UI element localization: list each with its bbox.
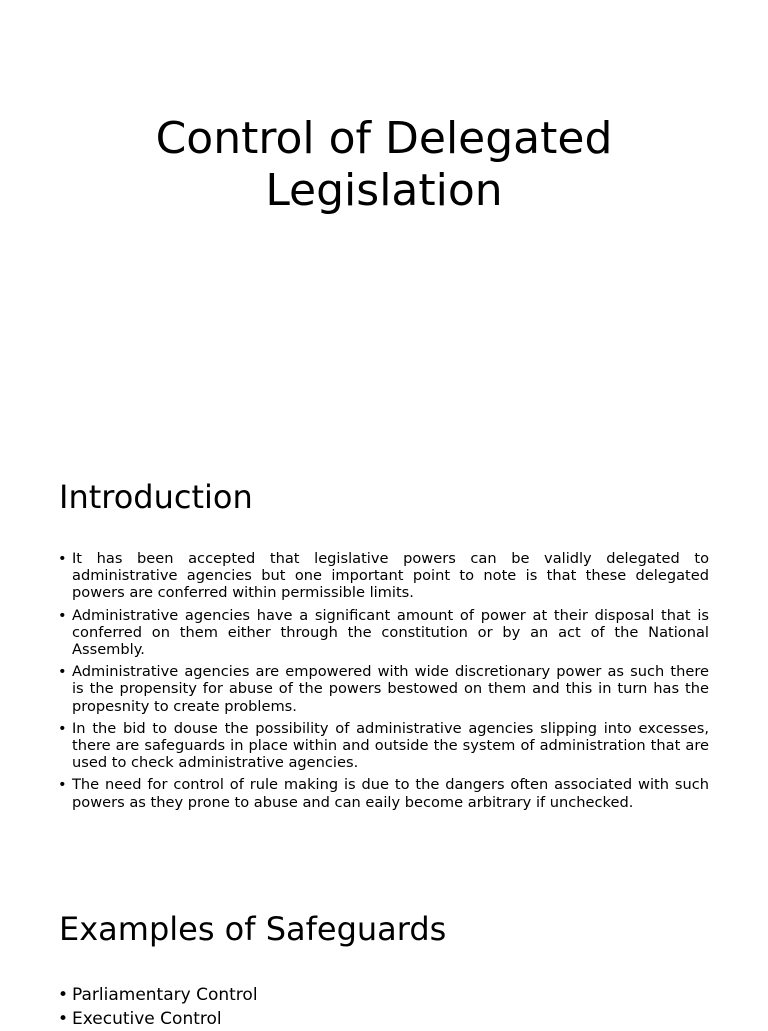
- bullet-item: • Administrative agencies are empowered with wide discretionary power as such there is the propensity for abuse of the powers bestowed on them and this in turn has the propesnity to create problems.: [58, 663, 709, 715]
- bullet-item: • The need for control of rule making is due to the dangers often associated with such powers as they prone to abuse and can eaily become arbitrary if unchecked.: [58, 776, 709, 810]
- introduction-bullet-list: [58, 550, 709, 816]
- bullet-item: • Administrative agencies have a significant amount of power at their disposal that is conferred on them either through the constitution or by an act of the National Assembly.: [58, 607, 709, 659]
- bullet-item: • In the bid to douse the possibility of administrative agencies slipping into excesses, there are safeguards in place within and outside the system of administration that are used to check administrative agencies.: [58, 720, 709, 772]
- examples-heading: Examples of Safeguards: [59, 910, 447, 948]
- bullet-item: • It has been accepted that legislative powers can be validly delegated to administrative agencies but one important point to note is that these delegated powers are conferred within permissible limits.: [58, 550, 709, 602]
- bullet-item: • Executive Control: [58, 1007, 709, 1031]
- introduction-heading: Introduction: [59, 478, 253, 516]
- bullet-item: • Parliamentary Control: [58, 983, 709, 1007]
- slide-title: [0, 113, 768, 217]
- slide-title-line-1: Control of Delegated: [155, 113, 613, 164]
- slide-title-line-2: Legislation: [265, 165, 503, 216]
